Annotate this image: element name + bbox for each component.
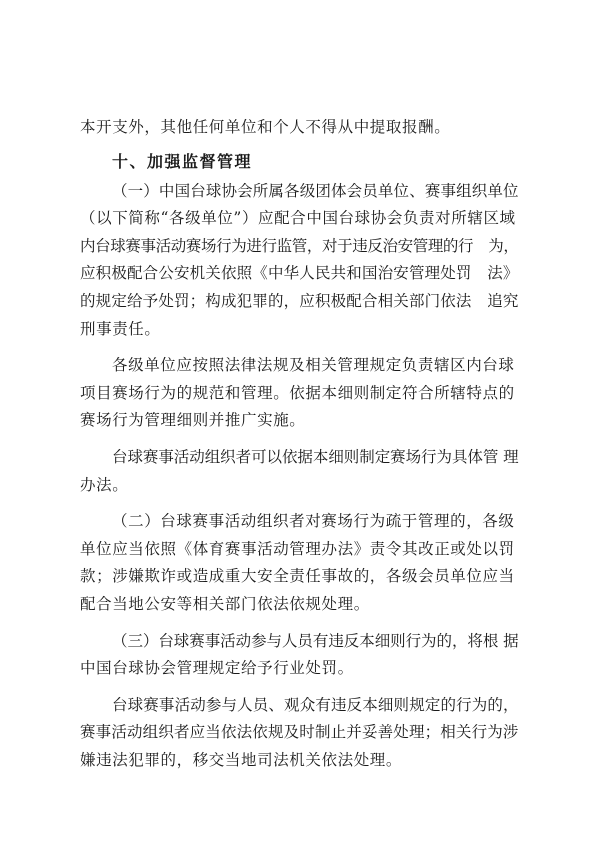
paragraph-line: 赛场行为管理细则并推广实施。: [80, 411, 306, 430]
paragraph-4: [80, 508, 520, 618]
paragraph-line: （一）中国台球协会所属各级团体会员单位、赛事组织单位: [112, 181, 519, 200]
section-heading: 十、加强监督管理: [112, 151, 253, 171]
paragraph-line: 赛事活动组织者应当依法依规及时制止并妥善处理；相关行为涉: [80, 723, 519, 742]
paragraph-5: [80, 628, 520, 683]
paragraph-line: 各级单位应按照法律法规及相关管理规定负责辖区内台球: [112, 356, 515, 375]
paragraph-1: [80, 178, 520, 344]
paragraph-line: 台球赛事活动参与人员、观众有违反本细则规定的行为的，: [112, 695, 519, 714]
paragraph-line: 配合当地公安等相关部门依法依规处理。: [80, 594, 370, 613]
paragraph-line: 嫌违法犯罪的，移交当地司法机关依法处理。: [80, 750, 403, 769]
paragraph-3: [80, 444, 520, 499]
paragraph-line: 内台球赛事活动赛场行为进行监管，对于违反治安管理的行 为，: [80, 236, 519, 255]
paragraph-6: [80, 692, 520, 775]
paragraph-line: （三）台球赛事活动参与人员有违反本细则行为的，将根 据: [112, 631, 519, 650]
paragraph-line: 台球赛事活动组织者可以依据本细则制定赛场行为具体管 理: [112, 447, 519, 466]
paragraph-2: [80, 352, 520, 435]
paragraph-line: 款；涉嫌欺诈或造成重大安全责任事故的，各级会员单位应当: [80, 567, 515, 586]
paragraph-line: 办法。: [80, 475, 129, 494]
paragraph-line: 单位应当依照《体育赛事活动管理办法》责令其改正或处以罚: [80, 539, 515, 558]
paragraph-line: 应积极配合公安机关依照《中华人民共和国治安管理处罚 法》: [80, 264, 519, 283]
paragraph-line: （二）台球赛事活动组织者对赛场行为疏于管理的，各级: [112, 512, 515, 531]
paragraph-line: 中国台球协会管理规定给予行业处罚。: [80, 659, 354, 678]
paragraph-line: 项目赛场行为的规范和管理。依据本细则制定符合所辖特点的: [80, 383, 515, 402]
paragraph-line: 的规定给予处罚；构成犯罪的，应积极配合相关部门依法 追究: [80, 291, 519, 310]
paragraph-line: （以下简称“各级单位”）应配合中国台球协会负责对所辖区域: [80, 209, 516, 228]
paragraph-line: 刑事责任。: [80, 319, 161, 338]
intro-line: 本开支外，其他任何单位和个人不得从中提取报酬。: [80, 118, 451, 136]
